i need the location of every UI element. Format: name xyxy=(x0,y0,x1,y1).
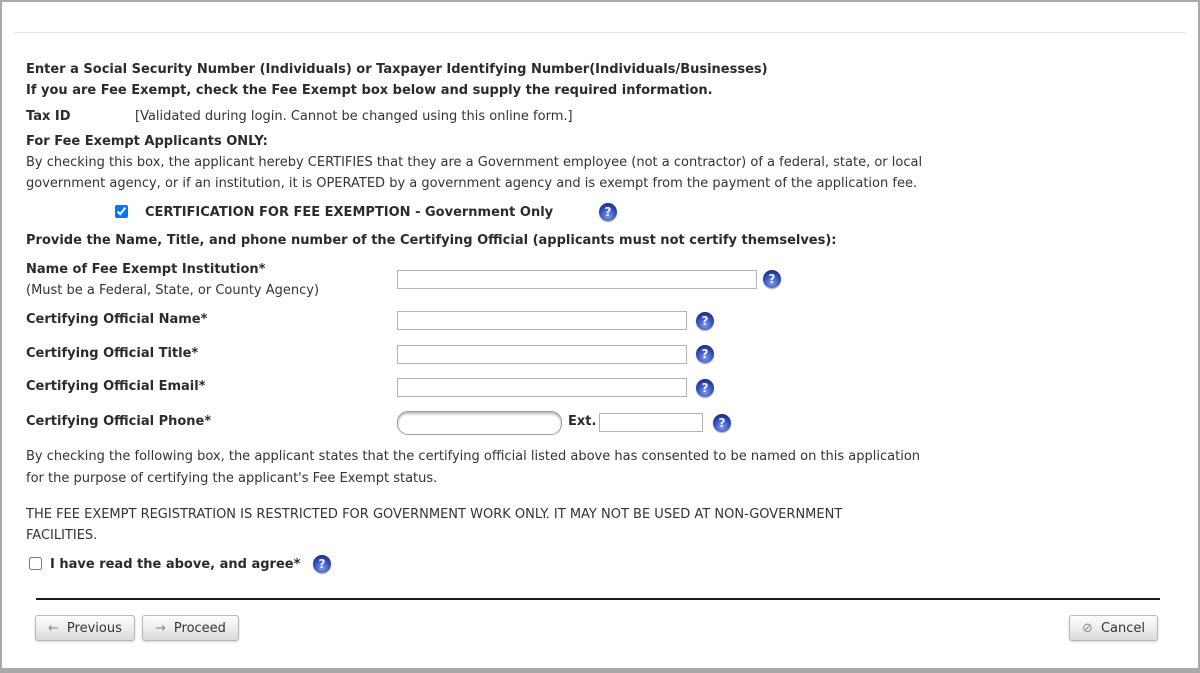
agree-label: I have read the above, and agree* xyxy=(50,557,301,572)
official-phone-input[interactable] xyxy=(397,411,562,435)
official-phone-help-icon[interactable]: ? xyxy=(713,414,731,432)
official-name-input[interactable] xyxy=(397,311,687,330)
right-arrow-icon: → xyxy=(155,620,166,636)
cancel-button[interactable] xyxy=(1069,615,1158,641)
proceed-button-label: Proceed xyxy=(173,620,226,636)
official-name-label: Certifying Official Name* xyxy=(26,312,208,327)
fee-exempt-description: By checking this box, the applicant hereby CERTIFIES that they are a Government employee (not a contractor) of a federal, state, or local government agency, or if an institution, it is OPERATED by a government agency and is exempt from the payment of the application fee. xyxy=(26,155,923,191)
fee-exempt-heading: For Fee Exempt Applicants ONLY: xyxy=(26,134,268,149)
provide-heading: Provide the Name, Title, and phone number of the Certifying Official (applicants must not certify themselves): xyxy=(26,233,837,248)
official-name-help-icon[interactable]: ? xyxy=(696,312,714,330)
institution-label: Name of Fee Exempt Institution* xyxy=(26,262,266,277)
proceed-button[interactable] xyxy=(142,615,239,641)
certification-label: CERTIFICATION FOR FEE EXEMPTION - Government Only xyxy=(145,205,554,220)
previous-button[interactable] xyxy=(35,615,135,641)
cancel-button-label: Cancel xyxy=(1100,620,1145,636)
official-title-input[interactable] xyxy=(397,345,687,364)
official-email-help-icon[interactable]: ? xyxy=(696,379,714,397)
official-title-label: Certifying Official Title* xyxy=(26,346,199,361)
previous-button-label: Previous xyxy=(66,620,122,636)
certification-checkbox[interactable] xyxy=(115,205,128,218)
certification-help-icon[interactable]: ? xyxy=(599,203,617,221)
intro-line2: If you are Fee Exempt, check the Fee Exempt box below and supply the required information. xyxy=(26,83,713,98)
top-divider xyxy=(14,32,1186,33)
cancel-slash-icon: ⊘ xyxy=(1082,620,1093,636)
official-email-input[interactable] xyxy=(397,378,687,397)
phone-ext-label: Ext. xyxy=(568,414,597,429)
official-title-help-icon[interactable]: ? xyxy=(696,345,714,363)
tax-id-note: [Validated during login. Cannot be changed using this online form.] xyxy=(135,109,573,124)
institution-input[interactable] xyxy=(397,270,757,289)
bottom-divider xyxy=(36,598,1160,600)
agree-checkbox[interactable] xyxy=(29,557,42,570)
warning-text: THE FEE EXEMPT REGISTRATION IS RESTRICTED FOR GOVERNMENT WORK ONLY. IT MAY NOT BE USED AT NON-GOVERNMENT FACILITIES. xyxy=(26,507,843,543)
intro-text xyxy=(26,59,768,101)
agree-help-icon[interactable]: ? xyxy=(313,555,331,573)
phone-ext-input[interactable] xyxy=(599,413,703,432)
institution-sublabel: (Must be a Federal, State, or County Agency) xyxy=(26,283,320,298)
consent-text: By checking the following box, the applicant states that the certifying official listed above has consented to be named on this application for the purpose of certifying the applicant's Fee Exempt status. xyxy=(26,449,921,486)
official-phone-label: Certifying Official Phone* xyxy=(26,414,212,429)
left-arrow-icon: ← xyxy=(48,620,59,636)
institution-help-icon[interactable]: ? xyxy=(763,270,781,288)
tax-id-label: Tax ID xyxy=(26,109,71,124)
official-email-label: Certifying Official Email* xyxy=(26,379,206,394)
intro-line1: Enter a Social Security Number (Individuals) or Taxpayer Identifying Number(Individuals/Businesses) xyxy=(26,62,768,77)
